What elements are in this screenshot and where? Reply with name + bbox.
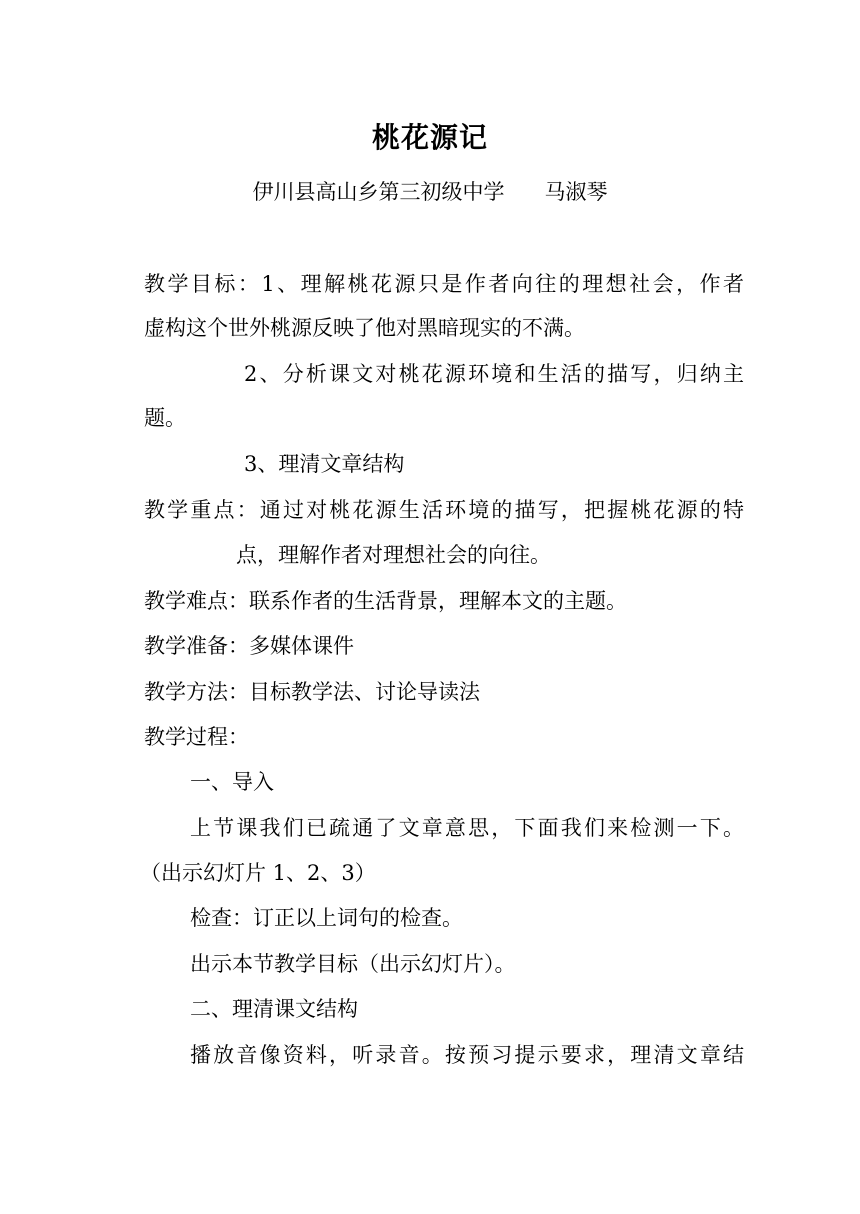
objective-1-line-1: 教学目标：1、理解桃花源只是作者向往的理想社会，作者 <box>144 272 744 296</box>
objective-2-line-1: 2、分析课文对桃花源环境和生活的描写，归纳主 <box>244 362 744 386</box>
section-1-paragraph-line-1: 上节课我们已疏通了文章意思，下面我们来检测一下。 <box>190 816 744 840</box>
difficulty-line: 教学难点：联系作者的生活背景，理解本文的主题。 <box>144 589 627 613</box>
document-byline <box>0 176 860 208</box>
key-point-line-1: 教学重点：通过对桃花源生活环境的描写，把握桃花源的特 <box>144 498 744 522</box>
objective-2-line-2: 题。 <box>144 406 186 430</box>
objective-1-line-2: 虚构这个世外桃源反映了他对黑暗现实的不满。 <box>144 316 585 340</box>
school-name: 伊川县高山乡第三初级中学 <box>252 180 505 204</box>
section-2-heading: 二、理清课文结构 <box>190 997 358 1021</box>
objective-display-line: 出示本节教学目标（出示幻灯片）。 <box>190 952 516 976</box>
preparation-line: 教学准备：多媒体课件 <box>144 634 354 658</box>
section-2-paragraph-line-1: 播放音像资料，听录音。按预习提示要求，理清文章结 <box>190 1043 744 1067</box>
document-title: 桃花源记 <box>371 121 488 154</box>
process-heading: 教学过程： <box>144 725 249 749</box>
method-line: 教学方法：目标教学法、讨论导读法 <box>144 680 480 704</box>
section-1-heading: 一、导入 <box>190 770 274 794</box>
section-1-paragraph-line-2: （出示幻灯片 1、2、3） <box>140 861 376 885</box>
objective-3: 3、理清文章结构 <box>244 452 405 476</box>
key-point-line-2: 点，理解作者对理想社会的向往。 <box>236 543 551 567</box>
check-line: 检查：订正以上词句的检查。 <box>190 906 463 930</box>
author-name: 马淑琴 <box>544 180 608 204</box>
